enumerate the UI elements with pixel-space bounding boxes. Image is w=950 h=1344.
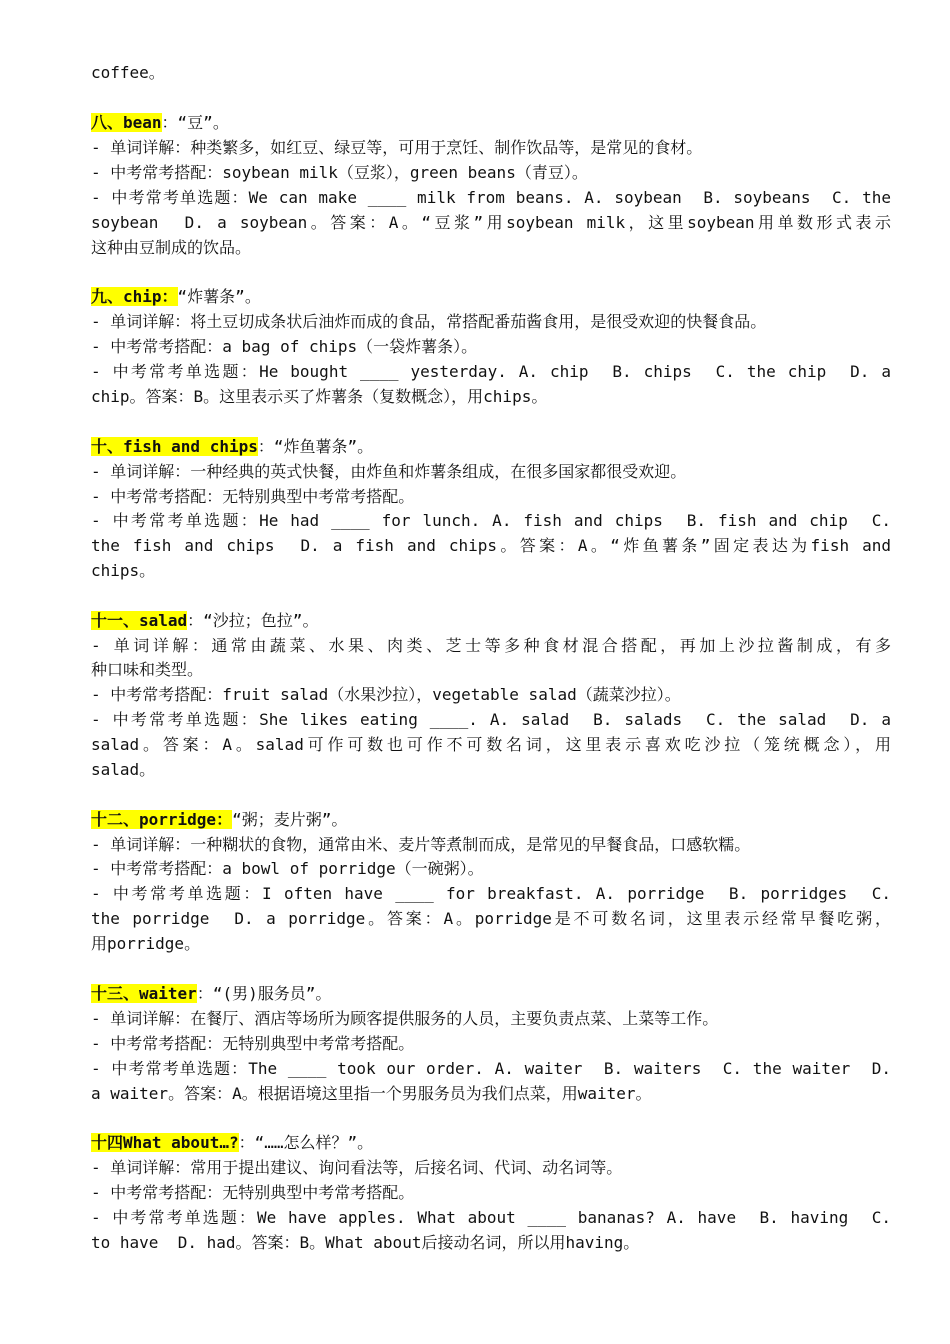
heading-meaning: ：“(男)服务员”。	[196, 984, 332, 1003]
heading-meaning: ：“炸鱼薯条”。	[257, 437, 374, 456]
entry-line: - 中考常考搭配：无特别典型中考常考搭配。	[91, 487, 415, 506]
entry-heading-fish-and-chips	[91, 434, 891, 459]
entry-line: - 单词详解：常用于提出建议、询问看法等，后接名词、代词、动名词等。	[91, 1158, 623, 1177]
entry-line: 这种由豆制成的饮品。	[91, 238, 252, 257]
entry-line: - 中考常考单选题：She likes eating ____. A. salad B. salads C. the salad D. a	[91, 710, 891, 729]
entry-line: to have D. had。答案：B。What about后接动名词，所以用having。	[91, 1233, 640, 1252]
entry-line: - 中考常考搭配：a bag of chips（一袋炸薯条）。	[91, 337, 478, 356]
entry-line: the fish and chips D. a fish and chips。答案：A。“炸鱼薯条”固定表达为fish and	[91, 536, 891, 555]
entry-line: - 单词详解：一种经典的英式快餐，由炸鱼和炸薯条组成，在很多国家都很受欢迎。	[91, 462, 687, 481]
entry-line: - 中考常考单选题：The ____ took our order. A. waiter B. waiters C. the waiter D.	[91, 1059, 891, 1078]
entry-line: - 中考常考单选题：We can make ____ milk from beans. A. soybean B. soybeans C. the	[91, 188, 891, 207]
heading-meaning: ：“豆”。	[161, 113, 229, 132]
heading-meaning: ：“……怎么样？”。	[238, 1133, 374, 1152]
entry-line: - 单词详解：种类繁多，如红豆、绿豆等，可用于烹饪、制作饮品等，是常见的食材。	[91, 138, 703, 157]
heading-highlight: 十二、porridge：	[91, 810, 233, 829]
entry-line: chips。	[91, 561, 156, 580]
entry-line: the porridge D. a porridge。答案：A。porridge是不可数名词，这里表示经常早餐吃粥，	[91, 909, 891, 928]
entry-line: - 单词详解：在餐厅、酒店等场所为顾客提供服务的人员，主要负责点菜、上菜等工作。	[91, 1009, 719, 1028]
entry-line: - 中考常考单选题：I often have ____ for breakfast. A. porridge B. porridges C.	[91, 884, 891, 903]
entry-line: - 中考常考搭配：无特别典型中考常考搭配。	[91, 1183, 415, 1202]
heading-meaning: “粥；麦片粥”。	[232, 810, 348, 829]
heading-meaning: ：“沙拉；色拉”。	[187, 611, 319, 630]
heading-highlight: 十、fish and chips	[91, 437, 258, 456]
entry-line: salad。	[91, 760, 156, 779]
entry-line: 用porridge。	[91, 934, 201, 953]
entry-line: - 单词详解：将土豆切成条状后油炸而成的食品，常搭配番茄酱食用，是很受欢迎的快餐食品。	[91, 312, 767, 331]
entry-line: soybean D. a soybean。答案：A。“豆浆”用soybean milk，这里soybean用单数形式表示	[91, 213, 891, 232]
entry-line: - 中考常考单选题：He bought ____ yesterday. A. chip B. chips C. the chip D. a	[91, 362, 891, 381]
heading-highlight: 十三、waiter	[91, 984, 197, 1003]
heading-highlight: 十四What about…?	[91, 1133, 239, 1152]
heading-highlight: 十一、salad	[91, 611, 188, 630]
lead-text: coffee。	[91, 63, 165, 82]
entry-heading-salad	[91, 608, 891, 633]
entry-line: - 中考常考搭配：fruit salad（水果沙拉），vegetable salad（蔬菜沙拉）。	[91, 685, 681, 704]
entry-heading-chip	[91, 284, 891, 309]
entry-line: a waiter。答案：A。根据语境这里指一个男服务员为我们点菜，用waiter。	[91, 1084, 652, 1103]
entry-line: - 单词详解：通常由蔬菜、水果、肉类、芝士等多种食材混合搭配，再加上沙拉酱制成，有多	[91, 636, 891, 655]
entry-heading-what-about	[91, 1130, 891, 1155]
entry-line: 种口味和类型。	[91, 660, 204, 679]
entry-line: - 中考常考搭配：无特别典型中考常考搭配。	[91, 1034, 415, 1053]
heading-highlight: 九、chip：	[91, 287, 178, 306]
entry-heading-bean	[91, 110, 891, 135]
heading-highlight: 八、bean	[91, 113, 162, 132]
entry-heading-waiter	[91, 981, 891, 1006]
entry-heading-porridge	[91, 807, 891, 832]
entry-line: salad。答案：A。salad可作可数也可作不可数名词，这里表示喜欢吃沙拉（笼统概念），用	[91, 735, 891, 754]
entry-line: chip。答案：B。这里表示买了炸薯条（复数概念），用chips。	[91, 387, 548, 406]
entry-line: - 中考常考单选题：We have apples. What about ____ bananas? A. have B. having C.	[91, 1208, 891, 1227]
heading-meaning: “炸薯条”。	[177, 287, 261, 306]
entry-line: - 中考常考搭配：a bowl of porridge（一碗粥）。	[91, 859, 484, 878]
entry-line: - 中考常考单选题：He had ____ for lunch. A. fish and chips B. fish and chip C.	[91, 511, 891, 530]
entry-line: - 中考常考搭配：soybean milk（豆浆），green beans（青豆）。	[91, 163, 588, 182]
entry-line: - 单词详解：一种糊状的食物，通常由米、麦片等煮制而成，是常见的早餐食品，口感软糯。	[91, 835, 751, 854]
